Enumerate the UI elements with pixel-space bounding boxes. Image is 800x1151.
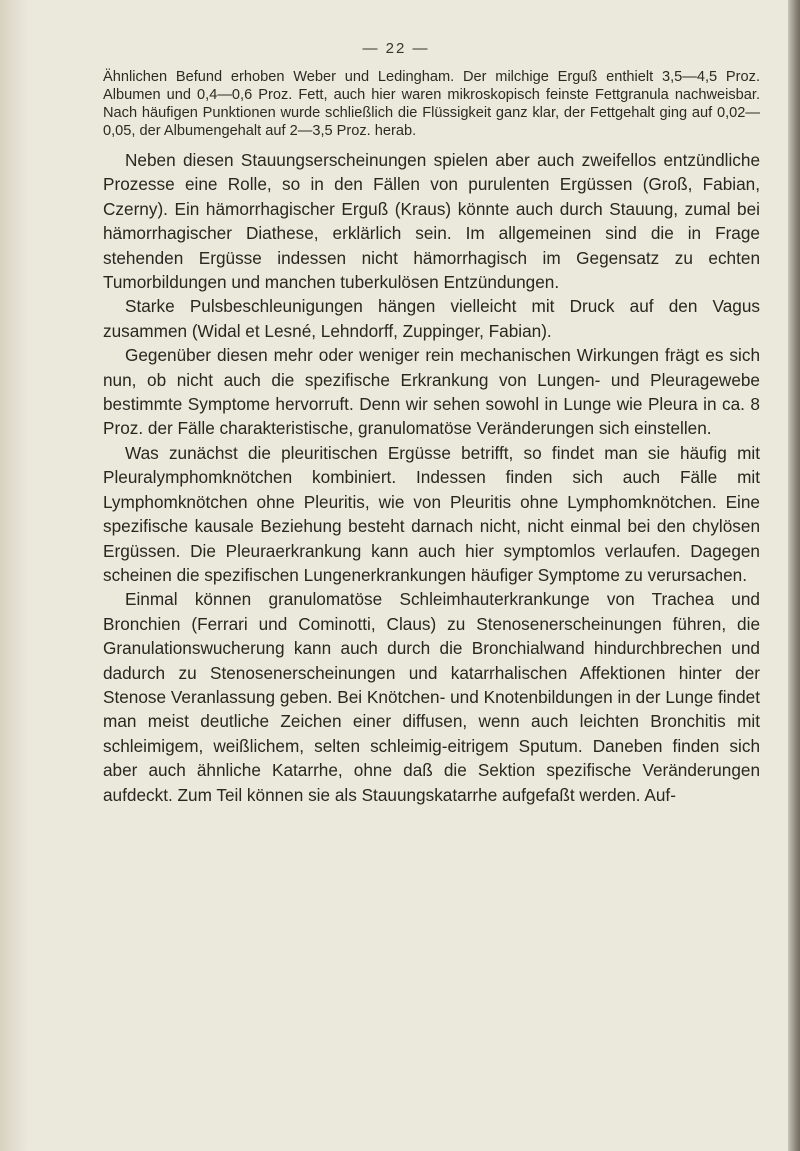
paragraph-4: Gegenüber diesen mehr oder weniger rein mechanischen Wirkungen frägt es sich nun, ob nicht auch die spezifische Erkrankung von Lungen- und Pleuragewebe bestimmte Symptome hervorruft. Denn wir sehen sowohl in Lunge wie Pleura in ca. 8 Proz. der Fälle charakteristische, granulomatöse Veränderungen sich einstellen.: [103, 345, 760, 439]
page-gutter-shadow: [0, 0, 28, 1151]
paragraph-6: Einmal können granulomatöse Schleimhauterkrankunge von Trachea und Bronchien (Ferrari und Cominotti, Claus) zu Stenosenerscheinungen führen, die Granulationswucherung kann auch durch die Bronchialwand hindurchbrechen und dadurch zu Stenosenerscheinungen und katarrhalischen Affektionen hinter der Stenose Veranlassung geben. Bei Knötchen- und Knotenbildungen in der Lunge findet man meist deutliche Zeichen einer diffusen, wenn auch leichten Bronchitis mit schleimigem, weißlichem, selten schleimig-eitrigem Sputum. Daneben finden sich aber auch ähnliche Katarrhe, ohne daß die Sektion spezifische Veränderungen aufdeckt. Zum Teil können sie als Stauungskatarrhe aufgefaßt werden. Auf-: [103, 589, 760, 805]
paragraph-2: Neben diesen Stauungserscheinungen spielen aber auch zweifellos entzündliche Prozesse eine Rolle, so in den Fällen von purulenten Ergüssen (Groß, Fabian, Czerny). Ein hämorrhagischer Erguß (Kraus) könnte auch durch Stauung, zumal bei hämorrhagischer Diathese, erklärlich sein. Im allgemeinen sind die in Frage stehenden Ergüsse indessen nicht hämorrhagisch im Gegensatz zu echten Tumorbildungen und manchen tuberkulösen Entzündungen.: [103, 150, 760, 293]
page-edge: [788, 0, 800, 1151]
body-text: [103, 68, 760, 807]
paragraph-3: Starke Pulsbeschleunigungen hängen vielleicht mit Druck auf den Vagus zusammen (Widal et Lesné, Lehndorff, Zuppinger, Fabian).: [103, 296, 760, 341]
paragraph-5: Was zunächst die pleuritischen Ergüsse betrifft, so findet man sie häufig mit Pleuralymphomknötchen kombiniert. Indessen finden sich auch Fälle mit Lymphomknötchen ohne Pleuritis, wie von Pleuritis ohne Lymphomknötchen. Eine spezifische kausale Beziehung besteht darnach nicht, nicht einmal bei den chylösen Ergüssen. Die Pleuraerkrankung kann auch hier symptomlos verlaufen. Dagegen scheinen die spezifischen Lungenerkrankungen häufiger Symptome zu verursachen.: [103, 442, 760, 585]
page-number: — 22 —: [362, 40, 430, 57]
paragraph-1: Ähnlichen Befund erhoben Weber und Ledingham. Der milchige Erguß enthielt 3,5—4,5 Proz. Albumen und 0,4—0,6 Proz. Fett, auch hier waren mikroskopisch feinste Fettgranula nachweisbar. Nach häufigen Punktionen wurde schließlich die Flüssigkeit ganz klar, der Fettgehalt ging auf 0,02—0,05, der Albumengehalt auf 2—3,5 Proz. herab.: [103, 69, 760, 139]
